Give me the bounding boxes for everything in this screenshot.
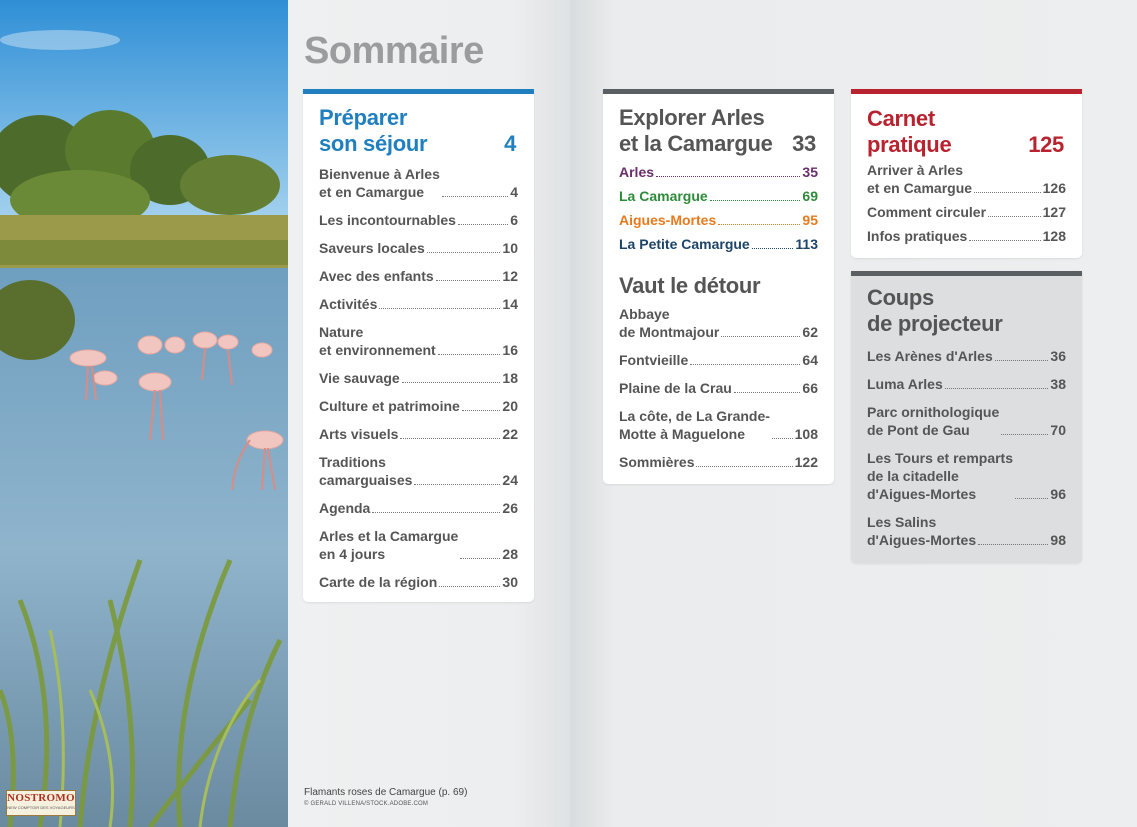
toc-list bbox=[619, 163, 818, 259]
toc-item[interactable] bbox=[319, 425, 518, 443]
toc-item[interactable] bbox=[867, 161, 1066, 197]
toc-item[interactable] bbox=[319, 323, 518, 359]
section-coups bbox=[851, 271, 1082, 563]
toc-item-label: Aigues-Mortes bbox=[619, 212, 717, 228]
toc-item-label: Les Salins d'Aigues-Mortes bbox=[867, 514, 977, 548]
section-page: 33 bbox=[792, 131, 816, 156]
toc-item-label: Traditions camarguaises bbox=[319, 454, 413, 488]
toc-item-label: Culture et patrimoine bbox=[319, 398, 460, 414]
toc-item-page: 14 bbox=[502, 296, 518, 312]
section-bar bbox=[603, 89, 834, 94]
toc-item[interactable] bbox=[619, 305, 818, 341]
section-bar bbox=[303, 89, 534, 94]
section-page: 125 bbox=[1028, 132, 1064, 157]
toc-item-page: 16 bbox=[502, 342, 518, 358]
toc-item[interactable] bbox=[867, 513, 1066, 549]
toc-item-page: 127 bbox=[1042, 204, 1066, 220]
toc-item[interactable] bbox=[319, 267, 518, 285]
section-bar bbox=[851, 89, 1082, 94]
toc-item[interactable] bbox=[867, 403, 1066, 439]
detour-heading: Vaut le détour bbox=[619, 273, 761, 298]
toc-item-label: Carte de la région bbox=[319, 574, 438, 590]
toc-dot-leader bbox=[462, 410, 501, 411]
toc-item-label: Vie sauvage bbox=[319, 370, 400, 386]
toc-item-label: Comment circuler bbox=[867, 204, 987, 220]
toc-item[interactable] bbox=[619, 235, 818, 253]
toc-item-label: Plaine de la Crau bbox=[619, 380, 732, 396]
toc-item[interactable] bbox=[319, 499, 518, 517]
toc-dot-leader bbox=[969, 240, 1040, 241]
nostromo-logo bbox=[6, 790, 76, 816]
toc-item-page: 38 bbox=[1050, 376, 1066, 392]
section-title: Explorer Arles et la Camargue bbox=[619, 105, 773, 156]
toc-item-page: 18 bbox=[502, 370, 518, 386]
toc-item[interactable] bbox=[319, 527, 518, 563]
toc-list bbox=[319, 165, 518, 601]
toc-item-label: Les incontournables bbox=[319, 212, 456, 228]
toc-item-label: Activités bbox=[319, 296, 378, 312]
toc-dot-leader bbox=[402, 382, 501, 383]
toc-item[interactable] bbox=[319, 453, 518, 489]
toc-dot-leader bbox=[439, 586, 500, 587]
toc-dot-leader bbox=[1015, 498, 1048, 499]
section-title: Coups de projecteur bbox=[867, 285, 1003, 336]
toc-item-label: Luma Arles bbox=[867, 376, 943, 392]
toc-item-label: Arriver à Arles et en Camargue bbox=[867, 162, 973, 196]
toc-item[interactable] bbox=[867, 227, 1066, 245]
toc-item[interactable] bbox=[867, 347, 1066, 365]
photo-caption: Flamants roses de Camargue (p. 69) bbox=[304, 787, 468, 798]
toc-item-label: Parc ornithologique de Pont de Gau bbox=[867, 404, 1000, 438]
toc-item-page: 35 bbox=[802, 164, 818, 180]
toc-item-page: 36 bbox=[1050, 348, 1066, 364]
toc-item-label: Fontvieille bbox=[619, 352, 689, 368]
toc-item-label: Bienvenue à Arles et en Camargue bbox=[319, 166, 440, 200]
toc-dot-leader bbox=[710, 200, 801, 201]
logo-text: NOSTROMO bbox=[7, 792, 75, 804]
toc-item[interactable] bbox=[619, 407, 818, 443]
section-title: Carnet pratique bbox=[867, 106, 952, 157]
toc-item-page: 12 bbox=[502, 268, 518, 284]
toc-item-page: 96 bbox=[1050, 486, 1066, 502]
toc-item-label: Arles bbox=[619, 164, 655, 180]
section-bar bbox=[851, 271, 1082, 276]
toc-item-page: 26 bbox=[502, 500, 518, 516]
toc-item-page: 30 bbox=[502, 574, 518, 590]
toc-item-label: Infos pratiques bbox=[867, 228, 968, 244]
toc-dot-leader bbox=[414, 484, 500, 485]
toc-dot-leader bbox=[436, 280, 501, 281]
toc-item[interactable] bbox=[867, 203, 1066, 221]
toc-item-page: 6 bbox=[510, 212, 518, 228]
toc-item-page: 28 bbox=[502, 546, 518, 562]
toc-item-label: Abbaye de Montmajour bbox=[619, 306, 720, 340]
toc-dot-leader bbox=[400, 438, 500, 439]
toc-item-page: 128 bbox=[1042, 228, 1066, 244]
toc-item[interactable] bbox=[319, 295, 518, 313]
toc-dot-leader bbox=[438, 354, 501, 355]
toc-dot-leader bbox=[442, 196, 508, 197]
toc-dot-leader bbox=[696, 466, 792, 467]
toc-item[interactable] bbox=[619, 187, 818, 205]
toc-dot-leader bbox=[974, 192, 1041, 193]
toc-item-page: 20 bbox=[502, 398, 518, 414]
toc-item-label: La côte, de La Grande- Motte à Maguelone bbox=[619, 408, 770, 442]
toc-dot-leader bbox=[458, 224, 508, 225]
toc-list bbox=[867, 347, 1066, 559]
section-title: Préparer son séjour bbox=[319, 105, 428, 156]
toc-dot-leader bbox=[995, 360, 1049, 361]
toc-item-label: La Camargue bbox=[619, 188, 708, 204]
toc-item-label: Avec des enfants bbox=[319, 268, 434, 284]
toc-item[interactable] bbox=[619, 453, 818, 471]
toc-item-page: 126 bbox=[1042, 180, 1066, 196]
toc-item-label: Les Arènes d'Arles bbox=[867, 348, 993, 364]
toc-item-page: 70 bbox=[1050, 422, 1066, 438]
section-page: 4 bbox=[504, 131, 516, 156]
toc-item[interactable] bbox=[319, 239, 518, 257]
toc-dot-leader bbox=[945, 388, 1049, 389]
flamingo-photo bbox=[0, 0, 288, 827]
toc-item-page: 4 bbox=[510, 184, 518, 200]
toc-item-page: 69 bbox=[802, 188, 818, 204]
section-heading bbox=[867, 285, 1066, 337]
toc-item-page: 62 bbox=[802, 324, 818, 340]
section-explorer bbox=[603, 89, 834, 484]
toc-dot-leader bbox=[752, 248, 794, 249]
toc-item[interactable] bbox=[319, 369, 518, 387]
toc-item-label: Saveurs locales bbox=[319, 240, 425, 256]
toc-item-label: Les Tours et remparts de la citadelle d'Aigues-Mortes bbox=[867, 450, 1014, 502]
section-heading[interactable] bbox=[319, 105, 518, 157]
toc-item-page: 98 bbox=[1050, 532, 1066, 548]
toc-dot-leader bbox=[988, 216, 1041, 217]
toc-item-label: Nature et environnement bbox=[319, 324, 436, 358]
toc-item-label: Agenda bbox=[319, 500, 371, 516]
toc-dot-leader bbox=[690, 364, 800, 365]
toc-item[interactable] bbox=[619, 163, 818, 181]
toc-item-label: Sommières bbox=[619, 454, 695, 470]
toc-item-label: Arles et la Camargue en 4 jours bbox=[319, 528, 459, 562]
toc-item[interactable] bbox=[867, 449, 1066, 503]
toc-item-page: 113 bbox=[795, 236, 818, 252]
toc-item-page: 64 bbox=[802, 352, 818, 368]
toc-item-label: La Petite Camargue bbox=[619, 236, 750, 252]
toc-item[interactable] bbox=[319, 573, 518, 591]
photo-credit: © GERALD VILLENA/STOCK.ADOBE.COM bbox=[304, 801, 429, 807]
toc-item-page: 24 bbox=[502, 472, 518, 488]
toc-list bbox=[867, 161, 1066, 251]
toc-dot-leader bbox=[734, 392, 801, 393]
toc-dot-leader bbox=[372, 512, 500, 513]
toc-item-page: 122 bbox=[794, 454, 818, 470]
section-carnet bbox=[851, 89, 1082, 258]
toc-dot-leader bbox=[978, 544, 1048, 545]
toc-item[interactable] bbox=[319, 165, 518, 201]
section-heading[interactable] bbox=[867, 106, 1066, 158]
toc-dot-leader bbox=[721, 336, 800, 337]
toc-item-page: 95 bbox=[802, 212, 818, 228]
toc-dot-leader bbox=[427, 252, 501, 253]
toc-dot-leader bbox=[1001, 434, 1048, 435]
toc-dot-leader bbox=[772, 438, 793, 439]
toc-item-page: 10 bbox=[502, 240, 518, 256]
toc-item-page: 66 bbox=[802, 380, 818, 396]
section-preparer bbox=[303, 89, 534, 602]
toc-item-label: Arts visuels bbox=[319, 426, 399, 442]
toc-item-page: 22 bbox=[502, 426, 518, 442]
toc-item[interactable] bbox=[319, 211, 518, 229]
section-heading[interactable] bbox=[619, 105, 818, 157]
flamingo-photo-illustration bbox=[0, 0, 288, 827]
toc-dot-leader bbox=[718, 224, 800, 225]
toc-item[interactable] bbox=[619, 379, 818, 397]
toc-item[interactable] bbox=[619, 351, 818, 369]
toc-list bbox=[619, 305, 818, 481]
toc-item[interactable] bbox=[319, 397, 518, 415]
logo-subtext: NEW COMPTOIR DES VOYAGEURS bbox=[7, 805, 75, 810]
toc-dot-leader bbox=[460, 558, 500, 559]
toc-item-page: 108 bbox=[794, 426, 818, 442]
toc-dot-leader bbox=[656, 176, 800, 177]
toc-item[interactable] bbox=[619, 211, 818, 229]
toc-item[interactable] bbox=[867, 375, 1066, 393]
toc-dot-leader bbox=[379, 308, 500, 309]
page-title: Sommaire bbox=[304, 30, 484, 72]
